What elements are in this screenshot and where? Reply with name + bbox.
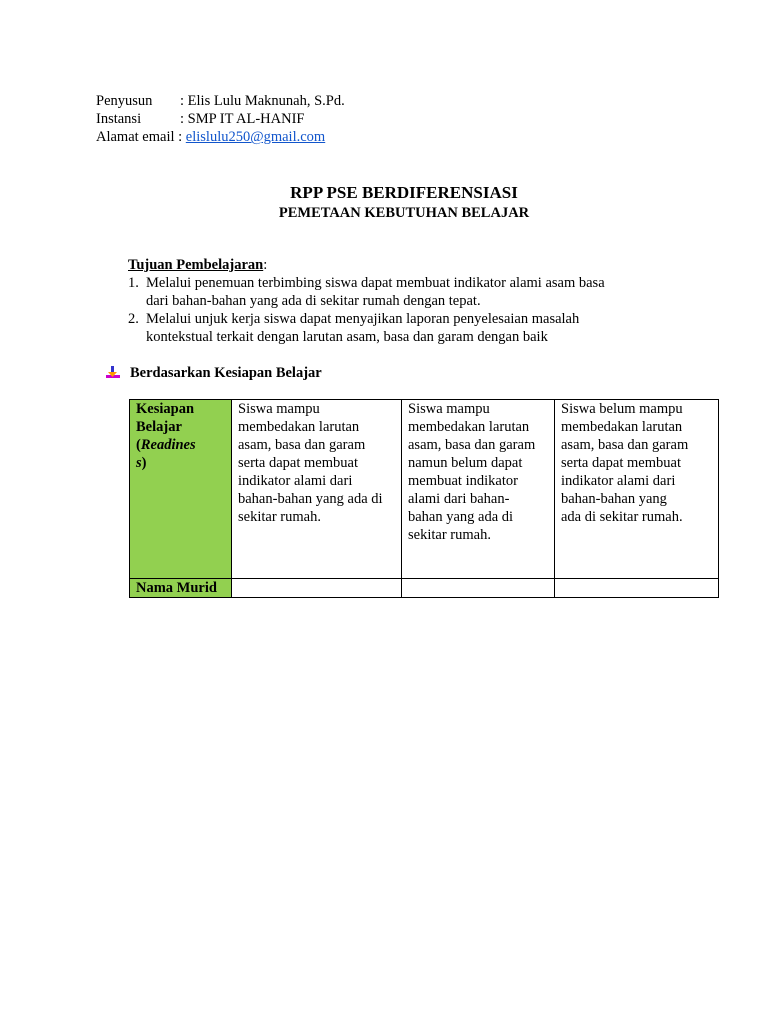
- email-row: [96, 128, 345, 146]
- cell-line: sekitar rumah.: [408, 527, 491, 543]
- goal-line: dari bahan-bahan yang ada di sekitar rumah dengan tepat.: [146, 293, 481, 309]
- goal-item: [128, 274, 648, 310]
- readiness-italic-end: s: [136, 455, 142, 471]
- goal-number: 1.: [128, 275, 139, 291]
- learning-goals: [128, 256, 648, 346]
- cell-line: Siswa mampu: [408, 401, 490, 417]
- document-subtitle: PEMETAAN KEBUTUHAN BELAJAR: [278, 205, 530, 221]
- goal-item: [128, 310, 648, 346]
- cell-line: asam, basa dan garam: [561, 437, 689, 453]
- email-link[interactable]: elislulu250@gmail.com: [185, 129, 326, 145]
- table-row: [130, 400, 719, 579]
- student-name-cell[interactable]: [402, 579, 555, 598]
- arrow-down-bullet-icon: [106, 366, 120, 380]
- goal-line: kontekstual terkait dengan larutan asam, basa dan garam dengan baik: [146, 329, 548, 345]
- cell-line: bahan-bahan yang: [561, 491, 667, 507]
- cell-line: Belajar: [136, 419, 182, 435]
- author-label: Penyusun: [96, 93, 153, 109]
- cell-line: indikator alami dari: [238, 473, 353, 489]
- section-heading-text: Berdasarkan Kesiapan Belajar: [130, 365, 322, 381]
- cell-line: bahan yang ada di: [408, 509, 514, 525]
- paren-close: ): [141, 455, 147, 471]
- cell-line: ada di sekitar rumah.: [561, 509, 683, 525]
- cell-line: Kesiapan: [136, 401, 195, 417]
- cell-line: serta dapat membuat: [561, 455, 681, 471]
- cell-line: namun belum dapat: [408, 455, 523, 471]
- cell-line: asam, basa dan garam: [238, 437, 366, 453]
- cell-line: bahan-bahan yang ada di: [238, 491, 383, 507]
- readiness-level-cell: [555, 400, 719, 579]
- table-row: [130, 579, 719, 598]
- readiness-level-cell: [232, 400, 402, 579]
- goals-heading: [128, 256, 648, 274]
- goals-heading-colon: :: [263, 257, 268, 273]
- section-heading: [106, 364, 322, 382]
- student-name-cell[interactable]: [555, 579, 719, 598]
- cell-line: membedakan larutan: [408, 419, 530, 435]
- cell-line: membedakan larutan: [238, 419, 360, 435]
- goal-number: 2.: [128, 311, 139, 327]
- cell-line: membedakan larutan: [561, 419, 683, 435]
- cell-line: [136, 454, 225, 472]
- student-name-label-cell: Nama Murid: [130, 579, 232, 598]
- readiness-table: [129, 399, 719, 598]
- document-header: [96, 92, 345, 146]
- author-row: [96, 92, 345, 110]
- institution-label: Instansi: [96, 111, 142, 127]
- document-title: RPP PSE BERDIFERENSIASI: [290, 183, 518, 202]
- goal-line: Melalui unjuk kerja siswa dapat menyajikan laporan penyelesaian masalah: [146, 311, 580, 327]
- readiness-level-cell: [402, 400, 555, 579]
- institution-value: : SMP IT AL-HANIF: [180, 111, 305, 127]
- cell-line: asam, basa dan garam: [408, 437, 536, 453]
- cell-line: [136, 436, 225, 454]
- goal-line: Melalui penemuan terbimbing siswa dapat membuat indikator alami asam basa: [146, 275, 605, 291]
- cell-line: sekitar rumah.: [238, 509, 321, 525]
- author-value: : Elis Lulu Maknunah, S.Pd.: [180, 93, 345, 109]
- cell-line: Siswa belum mampu: [561, 401, 683, 417]
- readiness-italic: Readines: [140, 437, 196, 453]
- readiness-header-cell: [130, 400, 232, 579]
- email-label: Alamat email :: [96, 129, 183, 145]
- student-name-cell[interactable]: [232, 579, 402, 598]
- goals-heading-text: Tujuan Pembelajaran: [128, 257, 264, 273]
- cell-line: Siswa mampu: [238, 401, 320, 417]
- cell-line: alami dari bahan-: [408, 491, 510, 507]
- cell-line: serta dapat membuat: [238, 455, 358, 471]
- cell-line: membuat indikator: [408, 473, 518, 489]
- paren-open: (: [136, 437, 141, 453]
- institution-row: [96, 110, 345, 128]
- cell-line: indikator alami dari: [561, 473, 676, 489]
